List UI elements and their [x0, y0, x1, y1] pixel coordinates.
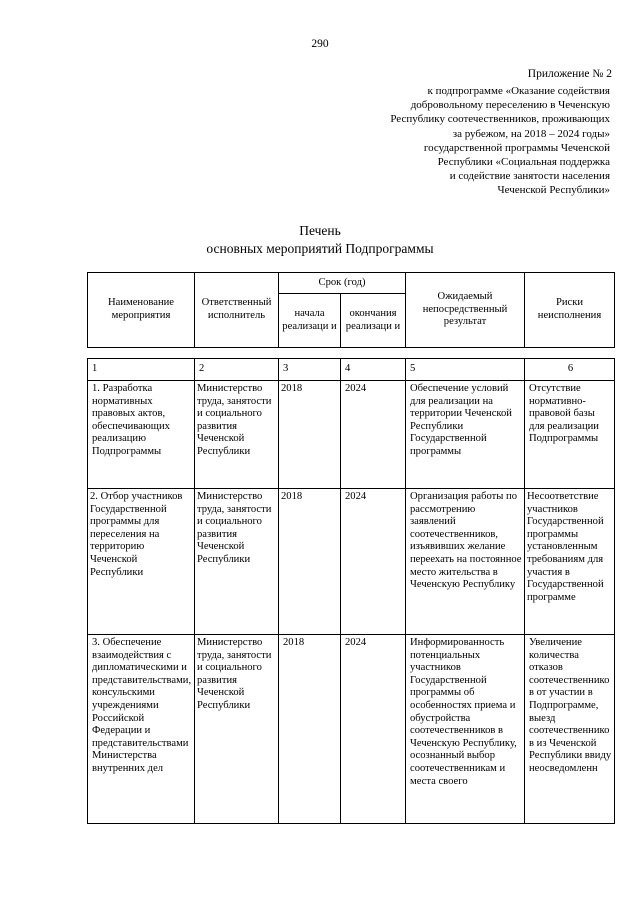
column-number: 3: [279, 359, 341, 381]
cell-risks: Увеличение количества отказов соотечественников от участии в Подпрограмме, выезд соотечественников из Чеченской Республики ввиду неосведомленн: [525, 635, 615, 824]
cell-risks: Отсутствие нормативно-правовой базы для реализации Подпрограммы: [525, 381, 615, 489]
header-period: Срок (год): [279, 273, 406, 294]
column-number: 1: [88, 359, 195, 381]
column-number: 6: [525, 359, 615, 381]
cell-responsible: Министерство труда, занятости и социального развития Чеченской Республики: [195, 635, 279, 824]
cell-name: 2. Отбор участников Государственной программы для переселения на территорию Чеченской Республики: [88, 489, 195, 635]
appendix-line: к подпрограмме «Оказание содействия: [427, 85, 610, 97]
cell-end: 2024: [341, 381, 406, 489]
appendix-title: Приложение № 2: [527, 68, 612, 80]
column-number: 4: [341, 359, 406, 381]
cell-result: Информированность потенциальных участников Государственной программы об особенностях приема и обустройства соотечественников в Чеченскую Республику, осознанный выбор соотечественникам и места своего: [406, 635, 525, 824]
cell-start: 2018: [279, 381, 341, 489]
appendix-line: Республики «Социальная поддержка: [437, 156, 610, 169]
cell-result: Обеспечение условий для реализации на территории Чеченской Республики Государственной программы: [406, 381, 525, 489]
cell-start: 2018: [279, 489, 341, 635]
header-result: Ожидаемый непосредственный результат: [406, 273, 525, 348]
column-number: 5: [406, 359, 525, 381]
table-row: [88, 381, 615, 489]
header-risks: Риски неисполнения: [525, 273, 615, 348]
header-start: начала реализаци и: [279, 294, 341, 348]
appendix-line: Чеченской Республики»: [497, 184, 610, 197]
cell-end: 2024: [341, 489, 406, 635]
header-end: окончания реализаци и: [341, 294, 406, 348]
column-number: 2: [195, 359, 279, 381]
column-number-row: [88, 359, 615, 381]
cell-name: 3. Обеспечение взаимодействия с дипломатическими и представительствами, консульскими учреждениями Российской Федерации и представительствами Министерства внутренних дел: [88, 635, 195, 824]
page-number: 290: [311, 38, 329, 50]
cell-result: Организация работы по рассмотрению заявлений соотечественников, изъявивших желание переехать на постоянное место жительства в Чеченскую Республику: [406, 489, 525, 635]
cell-end: 2024: [341, 635, 406, 824]
appendix-line: государственной программы Чеченской: [423, 141, 610, 154]
document-title-line2: основных мероприятий Подпрограммы: [206, 241, 434, 256]
cell-start: 2018: [279, 635, 341, 824]
header-name: Наименование мероприятия: [88, 273, 195, 348]
cell-responsible: Министерство труда, занятости и социального развития Чеченской Республики: [195, 489, 279, 635]
appendix-line: и содействие занятости населения: [449, 170, 610, 183]
document-title-line1: Печень: [299, 223, 341, 238]
cell-risks: Несоответствие участников Государственной программы установленным требованиям для участия в Государственной программе: [525, 489, 615, 635]
appendix-line: за рубежом, на 2018 – 2024 годы»: [452, 127, 610, 140]
appendix-line: Республику соотечественников, проживающих: [390, 113, 610, 126]
header-responsible: Ответственный исполнитель: [195, 273, 279, 348]
cell-name: 1. Разработка нормативных правовых актов, обеспечивающих реализацию Подпрограммы: [88, 381, 195, 489]
measures-table-header: [87, 272, 615, 348]
appendix-line: добровольному переселению в Чеченскую: [410, 99, 610, 112]
table-row: [88, 489, 615, 635]
document-title: [0, 222, 640, 258]
appendix-caption: [310, 84, 610, 198]
table-row: [88, 635, 615, 824]
cell-responsible: Министерство труда, занятости и социального развития Чеченской Республики: [195, 381, 279, 489]
measures-table: [87, 358, 615, 824]
